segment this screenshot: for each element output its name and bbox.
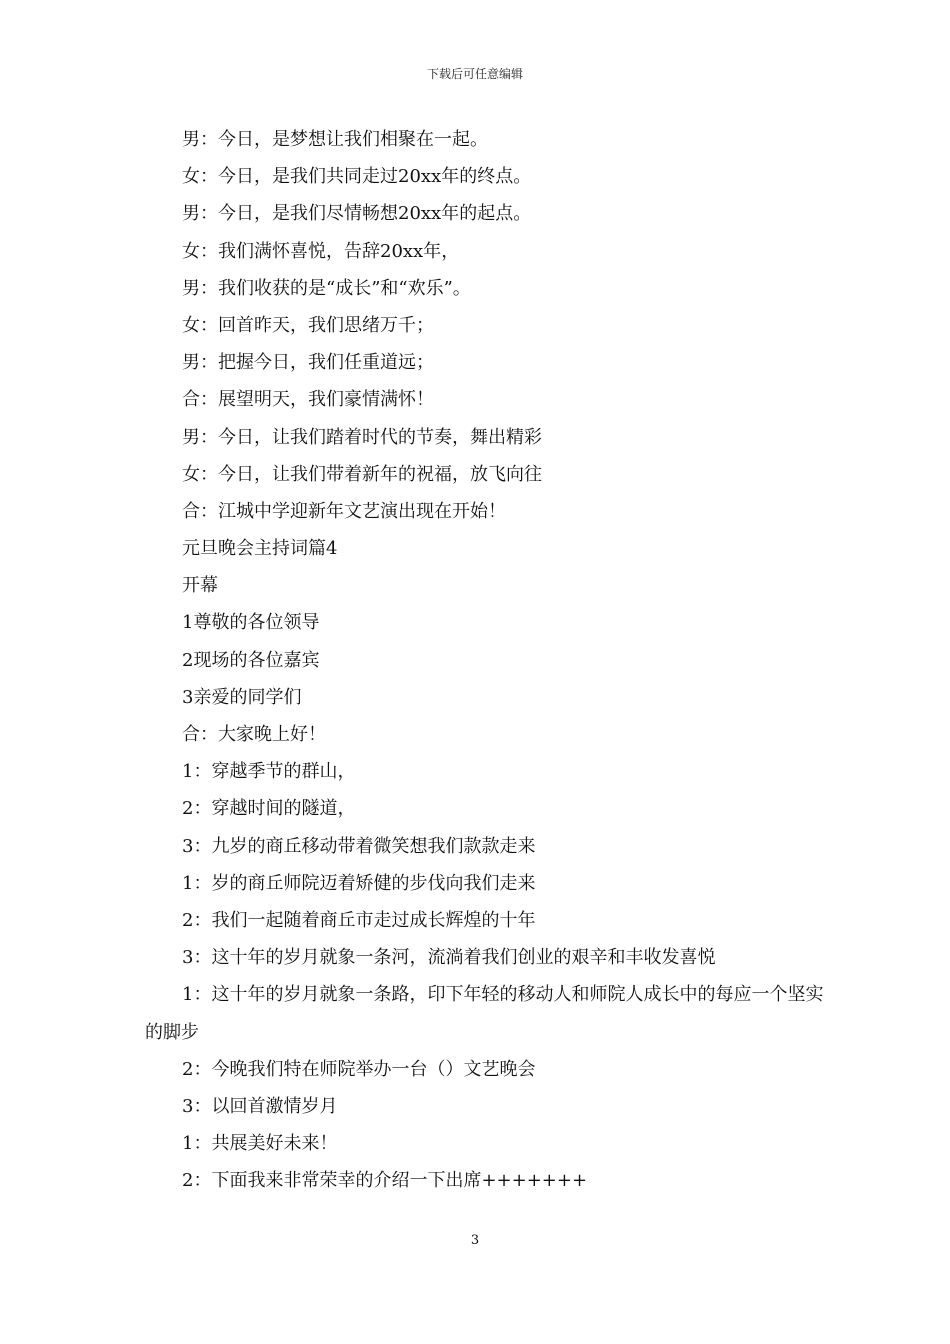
text-line: 2：下面我来非常荣幸的介绍一下出席+++++++ xyxy=(182,1170,588,1192)
text-line: 3：九岁的商丘移动带着微笑想我们款款走来 xyxy=(182,835,536,857)
text-line: 1：岁的商丘师院迈着矫健的步伐向我们走来 xyxy=(182,872,536,894)
text-line: 合：大家晚上好！ xyxy=(182,724,326,745)
page-number: 3 xyxy=(470,1233,480,1248)
text-line: 合：展望明天，我们豪情满怀！ xyxy=(182,389,434,411)
text-line: 1：这十年的岁月就象一条路，印下年轻的移动人和师院人成长中的每应一个坚实的脚步 xyxy=(145,984,824,1043)
text-line: 男：我们收获的是“成长”和“欢乐”。 xyxy=(182,277,471,299)
text-line: 男：今日，是我们尽情畅想20xx年的起点。 xyxy=(182,203,532,225)
text-line: 女：今日，让我们带着新年的祝福，放飞向往 xyxy=(182,463,542,485)
text-line: 女：我们满怀喜悦，告辞20xx年， xyxy=(182,240,460,262)
section-heading: 元旦晚会主持词篇4 xyxy=(182,538,338,560)
text-line: 男：今日，是梦想让我们相聚在一起。 xyxy=(182,129,488,150)
page-header: 下载后可任意编辑 xyxy=(426,67,523,81)
text-line: 2：今晚我们特在师院举办一台（）文艺晚会 xyxy=(182,1058,536,1080)
text-line: 女：回首昨天，我们思绪万千； xyxy=(182,314,434,336)
text-line: 2：穿越时间的隧道， xyxy=(182,798,356,820)
text-line: 男：今日，让我们踏着时代的节奏，舞出精彩 xyxy=(182,426,542,448)
text-line: 开幕 xyxy=(182,575,218,597)
text-line: 2：我们一起随着商丘市走过成长辉煌的十年 xyxy=(182,909,536,931)
text-line: 3：以回首激情岁月 xyxy=(182,1095,338,1117)
text-line: 3亲爱的同学们 xyxy=(182,686,302,708)
text-line: 1：共展美好未来！ xyxy=(182,1133,338,1155)
text-line: 1尊敬的各位领导 xyxy=(182,612,320,634)
text-line: 合：江城中学迎新年文艺演出现在开始！ xyxy=(182,500,506,522)
document-body xyxy=(145,121,825,1199)
text-line: 3：这十年的岁月就象一条河，流淌着我们创业的艰辛和丰收发喜悦 xyxy=(182,947,716,969)
text-line: 男：把握今日，我们任重道远； xyxy=(182,352,434,374)
text-line: 2现场的各位嘉宾 xyxy=(182,649,320,671)
text-line: 女：今日，是我们共同走过20xx年的终点。 xyxy=(182,166,532,188)
text-line: 1：穿越季节的群山， xyxy=(182,761,356,783)
